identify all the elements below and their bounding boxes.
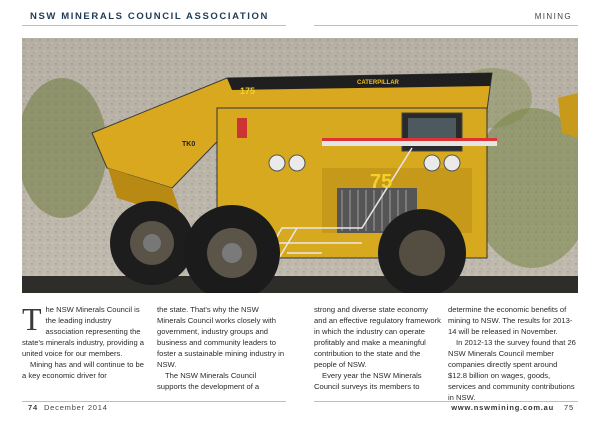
column-1 (22, 301, 150, 381)
column-3 (314, 304, 442, 392)
side-code: TK0 (182, 141, 196, 148)
paragraph-5: strong and diverse state economy and an effective regulatory framework in which the industry can operate profitably and make a meaningful contribution to the state and the people of NSW. (314, 305, 441, 369)
page-number-right: 75 (564, 403, 574, 412)
page-number-left: 74 (28, 403, 38, 412)
issue-date: December 2014 (43, 403, 108, 412)
header-rule-left (22, 25, 286, 26)
truck-number-front: 75 (370, 171, 393, 193)
paragraph-6: Every year the NSW Minerals Council surveys its members to (314, 371, 422, 391)
truck-number-cab: 175 (240, 86, 256, 96)
footer-left (28, 403, 108, 412)
header-rule-right (314, 25, 578, 26)
website-link[interactable]: www.nswmining.com.au (451, 403, 555, 412)
magazine-title: NSW MINERALS COUNCIL ASSOCIATION (30, 11, 269, 22)
section-label: MINING (534, 12, 572, 21)
footer-rule-left (22, 401, 286, 402)
footer-right (451, 403, 574, 412)
mining-truck-photo (22, 38, 578, 293)
drop-cap: T (22, 301, 42, 337)
paragraph-1-text: he NSW Minerals Council is the leading industry association representing the state's minerals industry, providing a united voice for our members. (22, 305, 145, 358)
brand-label: CATERPILLAR (357, 80, 399, 86)
footer-rule-right (314, 401, 578, 402)
paragraph-2: Mining has and will continue to be a key economic driver for (22, 360, 144, 380)
paragraph-3: the state. That's why the NSW Minerals Council works closely with government, industry groups and business and community leaders to foster a sustainable mining industry in NSW. (157, 305, 285, 369)
paragraph-8: In 2012-13 the survey found that 26 NSW Minerals Council member companies directly spent around $12.8 billion on wages, goods, services and community contributions in NSW. (448, 338, 576, 402)
column-4 (448, 304, 576, 403)
paragraph-1 (22, 301, 150, 359)
column-2 (157, 304, 285, 392)
paragraph-4: The NSW Minerals Council supports the development of a (157, 371, 260, 391)
paragraph-7: determine the economic benefits of mining to NSW. The results for 2013-14 will be released in November. (448, 305, 573, 336)
